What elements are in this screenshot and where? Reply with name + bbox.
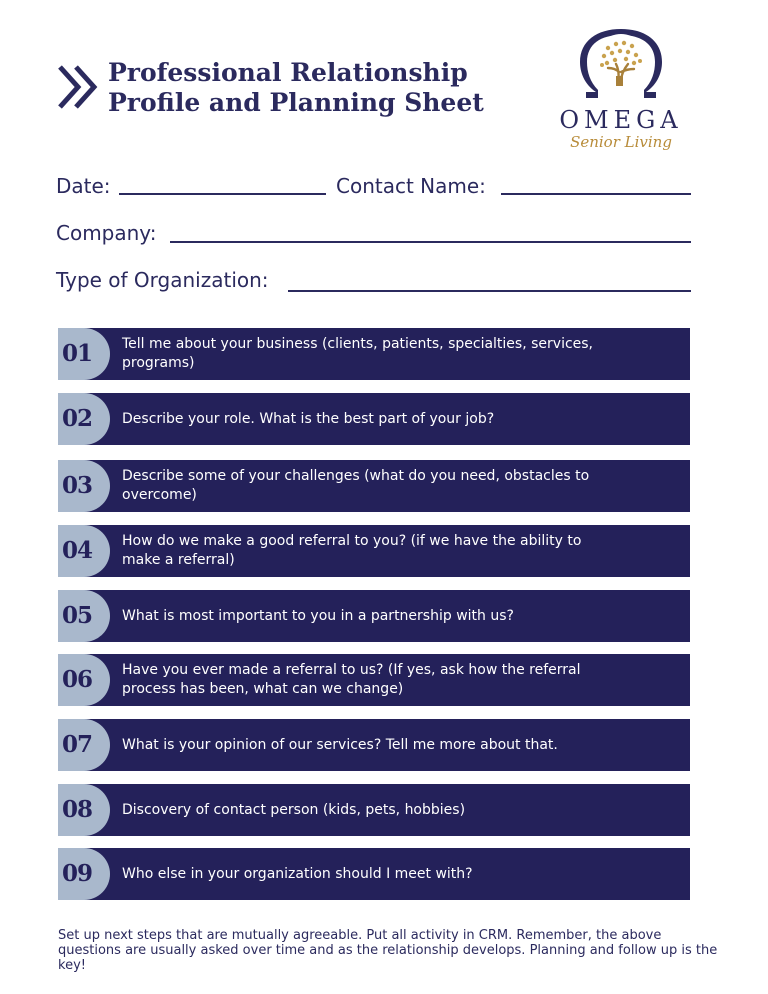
question-row <box>58 460 690 512</box>
question-number: 02 <box>62 405 93 432</box>
contact-name-label: Contact Name: <box>336 174 486 198</box>
date-label: Date: <box>56 174 111 198</box>
question-number: 04 <box>62 537 93 564</box>
org-type-label: Type of Organization: <box>56 268 269 292</box>
question-text: Tell me about your business (clients, patients, specialties, services, programs) <box>122 336 594 371</box>
question-text: Describe your role. What is the best part of your job? <box>122 410 495 427</box>
company-field[interactable] <box>56 221 692 251</box>
logo-tagline: Senior Living <box>570 133 672 151</box>
page-title: Professional Relationship Profile and Planning Sheet <box>108 58 484 117</box>
date-line[interactable] <box>119 193 326 195</box>
org-type-line[interactable] <box>288 290 691 292</box>
double-chevron-icon <box>56 64 100 110</box>
question-text: Discovery of contact person (kids, pets, hobbies) <box>122 801 466 818</box>
question-row <box>58 525 690 577</box>
org-type-field[interactable] <box>56 268 692 298</box>
footer-note: Set up next steps that are mutually agreeable. Put all activity in CRM. Remember, the above questions are usually asked over time and as the relationship develops. Planning and follow up is the key! <box>58 928 718 973</box>
company-label: Company: <box>56 221 157 245</box>
question-number: 09 <box>62 860 93 887</box>
date-field[interactable] <box>56 174 326 204</box>
question-row <box>58 719 690 771</box>
question-text: Who else in your organization should I meet with? <box>122 865 473 882</box>
omega-logo <box>546 26 696 156</box>
omega-tree-icon <box>546 26 696 106</box>
company-line[interactable] <box>170 241 691 243</box>
contact-name-field[interactable] <box>336 174 692 204</box>
question-text: What is your opinion of our services? Tell me more about that. <box>122 736 558 753</box>
logo-wordmark: OMEGA <box>559 106 683 134</box>
question-row <box>58 654 690 706</box>
question-row <box>58 848 690 900</box>
question-number: 06 <box>62 666 93 693</box>
contact-name-line[interactable] <box>501 193 691 195</box>
question-number: 07 <box>62 731 93 758</box>
question-text: Have you ever made a referral to us? (If yes, ask how the referral process has been, what can we change) <box>122 662 581 697</box>
question-row <box>58 590 690 642</box>
question-text: What is most important to you in a partnership with us? <box>122 607 514 624</box>
question-text: How do we make a good referral to you? (if we have the ability to make a referral) <box>122 533 582 568</box>
question-number: 01 <box>62 340 93 367</box>
question-number: 03 <box>62 472 93 499</box>
question-number: 05 <box>62 602 93 629</box>
question-number: 08 <box>62 796 93 823</box>
question-text: Describe some of your challenges (what do you need, obstacles to overcome) <box>122 468 590 503</box>
question-row <box>58 784 690 836</box>
question-row <box>58 328 690 380</box>
question-row <box>58 393 690 445</box>
